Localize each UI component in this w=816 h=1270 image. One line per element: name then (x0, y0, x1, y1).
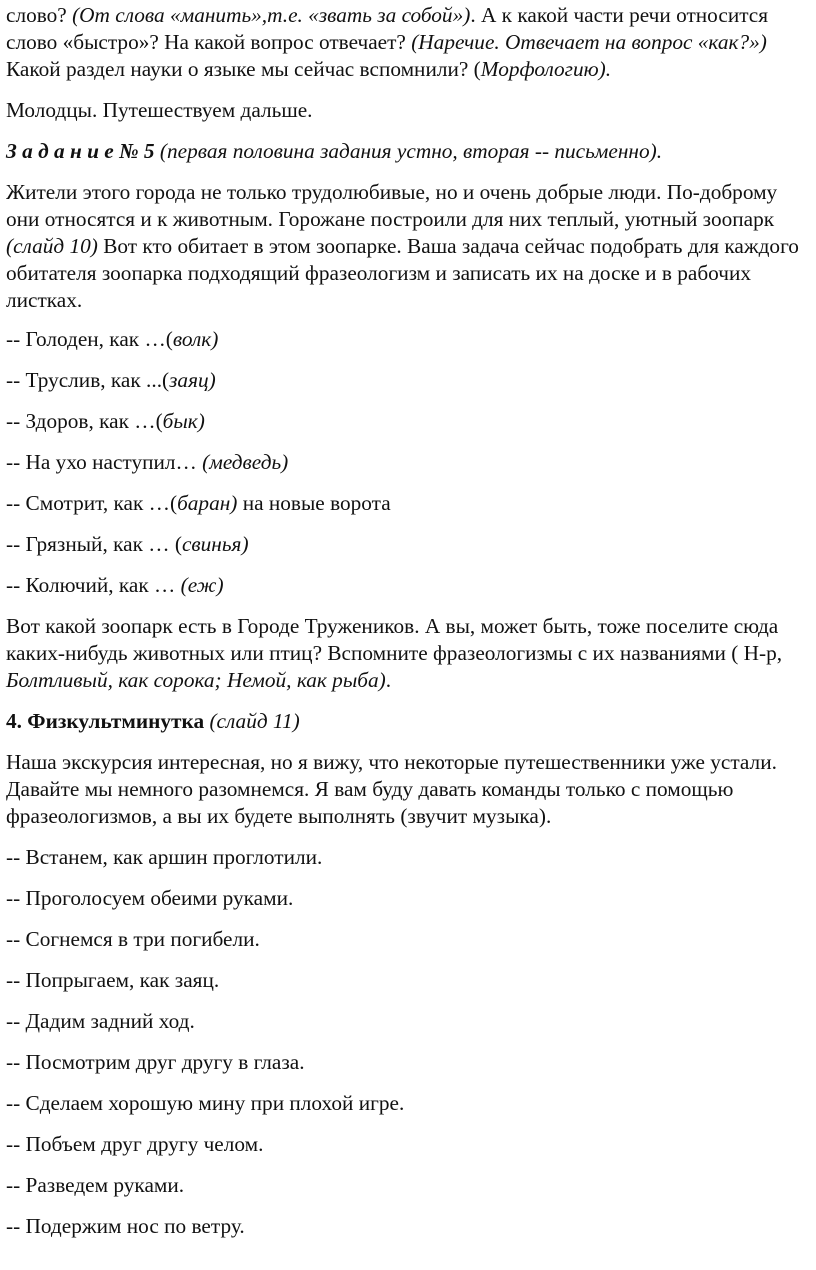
list-item: -- Дадим задний ход. (6, 1009, 195, 1033)
zoo-list (6, 326, 808, 599)
list-item: -- Труслив, как ...(заяц) (6, 368, 216, 392)
list-item: -- Согнемся в три погибели. (6, 927, 260, 951)
list-item: -- Посмотрим друг другу в глаза. (6, 1050, 305, 1074)
task5-note: (первая половина задания устно, вторая -- письменно). (154, 139, 663, 163)
list-item: -- Встанем, как аршин проглотили. (6, 845, 323, 869)
list-item: -- Колючий, как … (еж) (6, 573, 224, 597)
document-page (0, 2, 816, 1240)
list-item: -- Сделаем хорошую мину при плохой игре. (6, 1091, 405, 1115)
task5-text: Вот кто обитает в этом зоопарке. Ваша задача сейчас подобрать для каждого обитателя зоопарка подходящий фразеологизм и записать их на доске и в рабочих листках. (6, 234, 799, 312)
section4-note: (слайд 11) (204, 709, 300, 733)
task5-heading (6, 138, 808, 165)
section4-heading (6, 708, 808, 735)
commands-list (6, 844, 808, 1240)
list-item: -- Грязный, как … (свинья) (6, 532, 249, 556)
task5-title: З а д а н и е № 5 (6, 139, 155, 163)
zoo-outro-paragraph: Вот какой зоопарк есть в Городе Тружеников. А вы, может быть, тоже поселите сюда каких-нибудь животных или птиц? Вспомните фразеологизмы с их названиями ( Н-р, Болтливый, как сорока; Немой, как рыба). (6, 614, 783, 692)
intro-paragraph (6, 2, 808, 83)
intro-answer: (Наречие. Отвечает на вопрос «как?») (411, 30, 767, 54)
list-item: -- На ухо наступил… (медведь) (6, 450, 289, 474)
task5-text: Жители этого города не только трудолюбивые, но и очень добрые люди. По-доброму они относятся и к животным. Горожане построили для них теплый, уютный зоопарк (6, 180, 778, 231)
praise-paragraph: Молодцы. Путешествуем дальше. (6, 98, 313, 122)
list-item: -- Голоден, как …(волк) (6, 327, 219, 351)
intro-answer: Морфологию). (480, 57, 612, 81)
section4-paragraph: Наша экскурсия интересная, но я вижу, что некоторые путешественники уже устали. Давайте мы немного разомнемся. Я вам буду давать команды только с помощью фразеологизмов, а вы их будете выполнять (звучит музыка). (6, 750, 777, 828)
slide-ref: (слайд 10) (6, 234, 98, 258)
section4-title: 4. Физкультминутка (6, 709, 205, 733)
list-item: -- Попрыгаем, как заяц. (6, 968, 220, 992)
intro-text: Какой раздел науки о языке мы сейчас вспомнили? ( (6, 57, 481, 81)
list-item: -- Здоров, как …(бык) (6, 409, 205, 433)
list-item: -- Смотрит, как …(баран) на новые ворота (6, 491, 391, 515)
intro-answer: (От слова «манить»,т.е. «звать за собой») (72, 3, 471, 27)
list-item: -- Побъем друг другу челом. (6, 1132, 264, 1156)
list-item: -- Подержим нос по ветру. (6, 1214, 245, 1238)
list-item: -- Проголосуем обеими руками. (6, 886, 294, 910)
task5-paragraph (6, 179, 808, 314)
intro-text: слово? (6, 3, 73, 27)
intro-text: . А к какой части речи относится слово «быстро»? На какой вопрос отвечает? (6, 3, 769, 54)
list-item: -- Разведем руками. (6, 1173, 185, 1197)
